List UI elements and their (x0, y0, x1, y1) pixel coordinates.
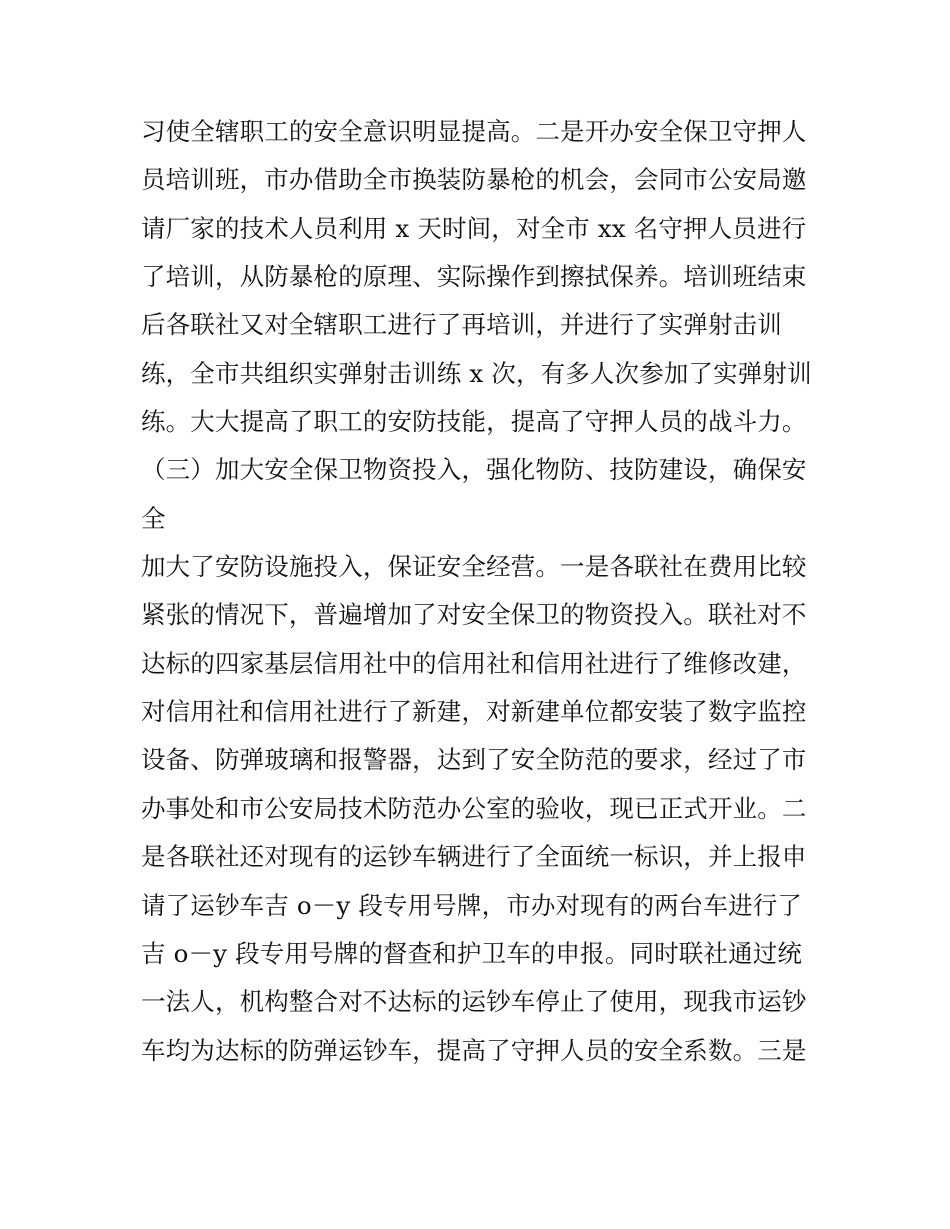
body-text (141, 108, 821, 1075)
text-line: 办事处和市公安局技术防范办公室的验收，现已正式开业。二 (141, 793, 807, 823)
section-heading-continued: 全 (141, 503, 166, 533)
text-line: 车均为达标的防弹运钞车，提高了守押人员的安全系数。三是 (141, 1035, 807, 1065)
text-line: 设备、防弹玻璃和报警器，达到了安全防范的要求，经过了市 (141, 745, 807, 775)
text-line: 员培训班，市办借助全市换装防暴枪的机会，会同市公安局邀 (141, 165, 807, 195)
text-line: 达标的四家基层信用社中的信用社和信用社进行了维修改建， (141, 648, 807, 678)
text-line: 练，全市共组织实弹射击训练 x 次，有多人次参加了实弹射训 (141, 358, 812, 388)
text-line: 对信用社和信用社进行了新建，对新建单位都安装了数字监控 (141, 697, 807, 727)
text-line: 习使全辖职工的安全意识明显提高。二是开办安全保卫守押人 (141, 117, 807, 146)
text-line: 后各联社又对全辖职工进行了再培训，并进行了实弹射击训 (141, 310, 782, 340)
text-line: 加大了安防设施投入，保证安全经营。一是各联社在费用比较 (141, 552, 807, 582)
text-line: 吉 o－y 段专用号牌的督查和护卫车的申报。同时联社通过统 (141, 938, 803, 968)
text-line: 了培训，从防暴枪的原理、实际操作到擦拭保养。培训班结束 (141, 262, 807, 292)
section-heading: （三）加大安全保卫物资投入，强化物防、技防建设，确保安 (141, 455, 807, 485)
text-line: 一法人，机构整合对不达标的运钞车停止了使用，现我市运钞 (141, 987, 807, 1017)
text-line: 紧张的情况下，普遍增加了对安全保卫的物资投入。联社对不 (141, 600, 807, 630)
text-line: 请厂家的技术人员利用 x 天时间，对全市 xx 名守押人员进行 (141, 213, 807, 243)
text-line: 练。大大提高了职工的安防技能，提高了守押人员的战斗力。 (141, 407, 807, 437)
text-line: 请了运钞车吉 o－y 段专用号牌，市办对现有的两台车进行了 (141, 890, 803, 920)
text-line: 是各联社还对现有的运钞车辆进行了全面统一标识，并上报申 (141, 842, 807, 872)
